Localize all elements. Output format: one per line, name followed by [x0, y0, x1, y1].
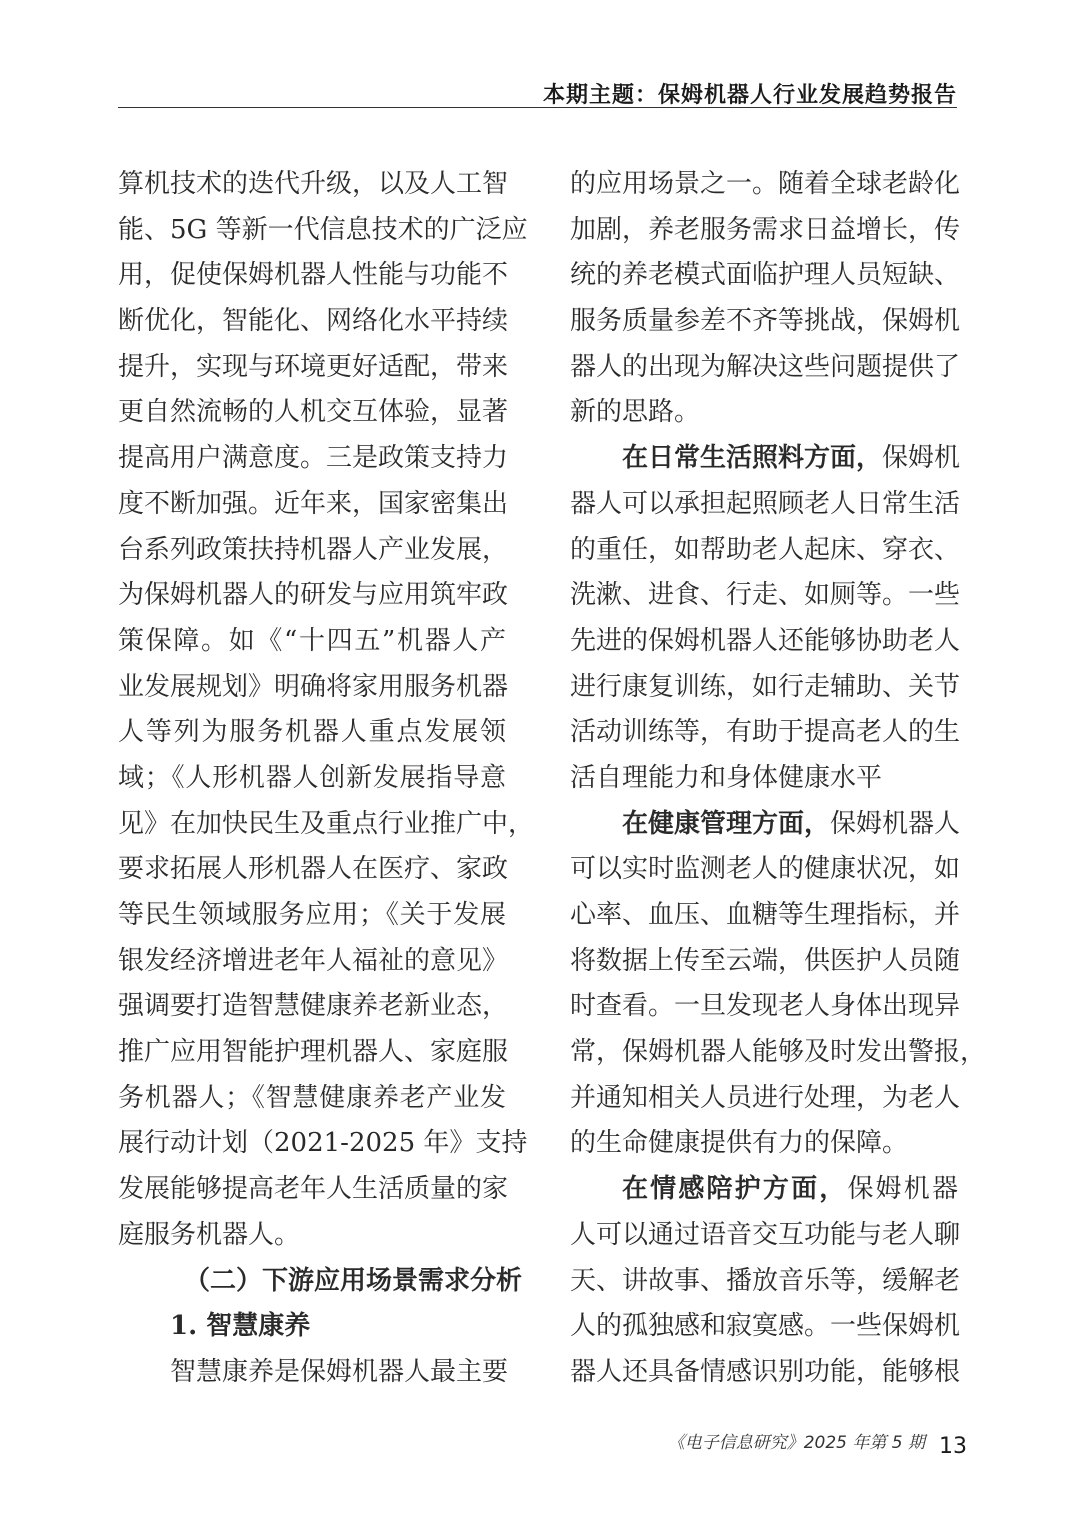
text-line: 先进的保姆机器人还能够协助老人 — [570, 625, 961, 656]
text-line: 活动训练等，有助于提高老人的生 — [570, 717, 961, 748]
text-line: 器人的出现为解决这些问题提供了 — [570, 351, 961, 382]
journal-footer: 《电子信息研究》2025 年第 5 期 — [667, 1433, 925, 1453]
text-line: 用，促使保姆机器人性能与功能不 — [118, 260, 509, 291]
text-line: 提升，实现与环境更好适配，带来 — [118, 351, 509, 382]
text-line: 将数据上传至云端，供医护人员随 — [570, 945, 961, 976]
text-run: 保姆机器 — [847, 1174, 958, 1205]
text-line: 为保姆机器人的研发与应用筑牢政 — [118, 580, 509, 611]
text-line: 务机器人；《智慧健康养老产业发 — [118, 1082, 506, 1113]
text-line: 业发展规划》明确将家用服务机器 — [118, 671, 509, 702]
text-line: 庭服务机器人。 — [118, 1219, 301, 1250]
text-line: 人等列为服务机器人重点发展领 — [118, 717, 506, 748]
text-line: 并通知相关人员进行处理，为老人 — [570, 1082, 961, 1113]
text-line: 提高用户满意度。三是政策支持力 — [118, 443, 509, 474]
bold-lead: 在日常生活照料方面， — [622, 443, 883, 474]
text-line: 天、讲故事、播放音乐等，缓解老 — [570, 1265, 961, 1296]
text-line: 进行康复训练，如行走辅助、关节 — [570, 671, 961, 702]
paragraph-emotion-start — [570, 1167, 958, 1213]
bold-lead: 在情感陪护方面， — [622, 1174, 848, 1205]
text-run: 保姆机 — [882, 443, 961, 474]
paragraph-health-start — [570, 802, 961, 848]
text-line: 的重任，如帮助老人起床、穿衣、 — [570, 534, 961, 565]
text-line: 常，保姆机器人能够及时发出警报， — [570, 1037, 987, 1068]
text-line: 器人还具备情感识别功能，能够根 — [570, 1356, 961, 1387]
text-line: 银发经济增进老年人福祉的意见》 — [118, 945, 509, 976]
subsection-heading: 1. 智慧康养 — [170, 1311, 311, 1342]
text-line: 智慧康养是保姆机器人最主要 — [170, 1356, 509, 1387]
text-run: 保姆机器人 — [830, 808, 961, 839]
text-line: 服务质量参差不齐等挑战，保姆机 — [570, 306, 961, 337]
text-line: 展行动计划（2021-2025 年》支持 — [118, 1128, 528, 1159]
text-line: 洗漱、进食、行走、如厕等。一些 — [570, 580, 961, 611]
text-line: 新的思路。 — [570, 397, 701, 428]
text-line: 人的孤独感和寂寞感。一些保姆机 — [570, 1311, 961, 1342]
text-line: 台系列政策扶持机器人产业发展， — [118, 534, 509, 565]
page-number: 13 — [939, 1434, 967, 1459]
paragraph-daily-care-start — [570, 436, 961, 482]
text-line: 活自理能力和身体健康水平 — [570, 762, 883, 793]
bold-lead: 在健康管理方面， — [622, 808, 831, 839]
text-line: 加剧，养老服务需求日益增长，传 — [570, 214, 961, 245]
text-line: 人可以通过语音交互功能与老人聊 — [570, 1219, 961, 1250]
text-line: 的应用场景之一。随着全球老龄化 — [570, 169, 961, 199]
text-line: 可以实时监测老人的健康状况，如 — [570, 854, 961, 885]
text-line: 见》在加快民生及重点行业推广中， — [118, 808, 535, 839]
text-line: 更自然流畅的人机交互体验，显著 — [118, 397, 509, 428]
text-line: 强调要打造智慧健康养老新业态， — [118, 991, 509, 1022]
text-line: 器人可以承担起照顾老人日常生活 — [570, 488, 961, 519]
running-header: 本期主题：保姆机器人行业发展趋势报告 — [542, 83, 957, 108]
text-line: 能、5G 等新一代信息技术的广泛应 — [118, 214, 528, 245]
text-line: 算机技术的迭代升级，以及人工智 — [118, 169, 509, 199]
text-line: 域；《人形机器人创新发展指导意 — [118, 762, 506, 793]
text-line: 推广应用智能护理机器人、家庭服 — [118, 1037, 509, 1068]
header-rule — [118, 107, 957, 108]
text-line: 心率、血压、血糖等生理指标，并 — [570, 900, 961, 930]
text-line: 统的养老模式面临护理人员短缺、 — [570, 260, 961, 291]
text-line: 断优化，智能化、网络化水平持续 — [118, 306, 509, 337]
text-line: 时查看。一旦发现老人身体出现异 — [570, 991, 961, 1022]
left-column — [118, 162, 535, 1396]
right-column — [570, 162, 987, 1396]
text-line: 度不断加强。近年来，国家密集出 — [118, 488, 509, 519]
text-line: 要求拓展人形机器人在医疗、家政 — [118, 854, 509, 885]
text-line: 发展能够提高老年人生活质量的家 — [118, 1174, 509, 1205]
text-line: 的生命健康提供有力的保障。 — [570, 1128, 909, 1159]
text-line: 策保障。如《“十四五”机器人产 — [118, 625, 506, 656]
section-heading: （二）下游应用场景需求分析 — [184, 1265, 523, 1296]
text-line: 等民生领域服务应用；《关于发展 — [118, 900, 506, 930]
